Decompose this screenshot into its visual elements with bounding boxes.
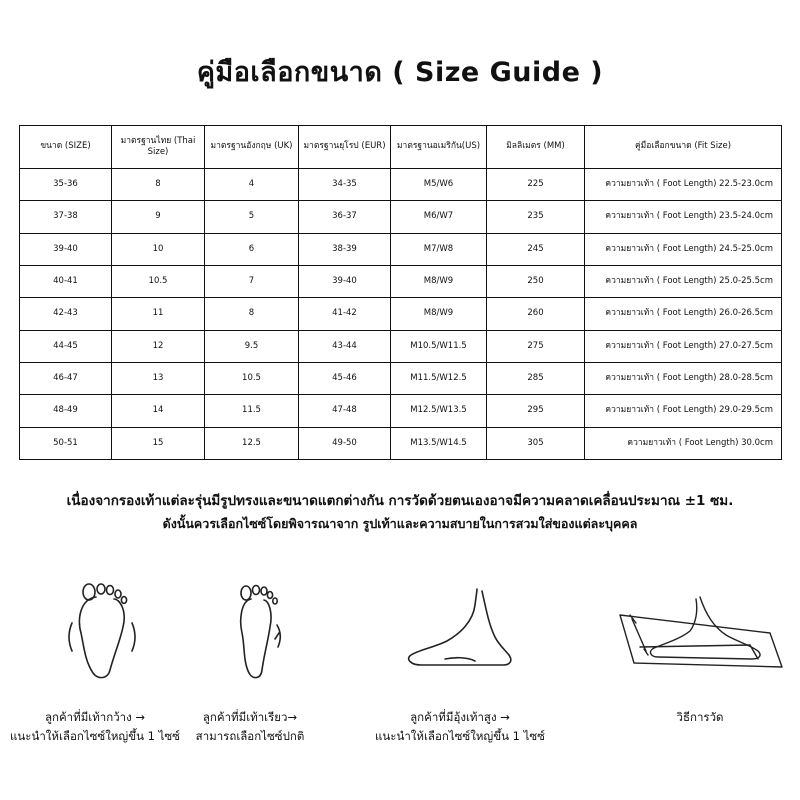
cell-eur: 38-39 [299, 233, 391, 265]
cell-fit: ความยาวเท้า ( Foot Length) 30.0cm [585, 427, 782, 459]
cell-mm: 225 [487, 169, 585, 201]
selection-note: ดังนั้นควรเลือกไซซ์โดยพิจารณาจาก รูปเท้าและความสบายในการสวมใส่ของแต่ละบุคคล [162, 516, 638, 531]
cell-thai: 15 [112, 427, 205, 459]
cell-mm: 305 [487, 427, 585, 459]
cell-us: M8/W9 [391, 265, 487, 297]
cell-mm: 235 [487, 201, 585, 233]
cell-fit: ความยาวเท้า ( Foot Length) 25.0-25.5cm [585, 265, 782, 297]
table-row [20, 298, 782, 330]
cell-fit: ความยาวเท้า ( Foot Length) 29.0-29.5cm [585, 395, 782, 427]
cell-mm: 250 [487, 265, 585, 297]
cell-size: 40-41 [20, 265, 112, 297]
cell-mm: 245 [487, 233, 585, 265]
cell-fit: ความยาวเท้า ( Foot Length) 23.5-24.0cm [585, 201, 782, 233]
header-thai-size: มาตรฐานไทย (Thai Size) [112, 126, 205, 169]
cell-us: M6/W7 [391, 201, 487, 233]
narrow-foot-caption-line2: สามารถเลือกไซซ์ปกติ [195, 729, 305, 743]
cell-fit: ความยาวเท้า ( Foot Length) 26.0-26.5cm [585, 298, 782, 330]
cell-eur: 49-50 [299, 427, 391, 459]
cell-thai: 10 [112, 233, 205, 265]
narrow-foot-caption [155, 708, 345, 746]
table-row [20, 395, 782, 427]
measurement-note: เนื่องจากรองเท้าแต่ละรุ่นมีรูปทรงและขนาดแตกต่างกัน การวัดด้วยตนเองอาจมีความคลาดเคลื่อนประมาณ ±1 ซม. [66, 493, 734, 509]
cell-us: M5/W6 [391, 169, 487, 201]
cell-size: 37-38 [20, 201, 112, 233]
table-row [20, 362, 782, 394]
cell-eur: 47-48 [299, 395, 391, 427]
cell-uk: 8 [205, 298, 299, 330]
cell-size: 44-45 [20, 330, 112, 362]
cell-thai: 13 [112, 362, 205, 394]
cell-uk: 11.5 [205, 395, 299, 427]
cell-mm: 285 [487, 362, 585, 394]
narrow-foot-icon [185, 575, 315, 685]
cell-size: 39-40 [20, 233, 112, 265]
cell-us: M13.5/W14.5 [391, 427, 487, 459]
cell-fit: ความยาวเท้า ( Foot Length) 24.5-25.0cm [585, 233, 782, 265]
high-instep-foot-icon [385, 575, 535, 685]
cell-eur: 34-35 [299, 169, 391, 201]
measure-caption [605, 708, 795, 727]
wide-foot-caption-line1: ลูกค้าที่มีเท้ากว้าง → [44, 710, 146, 724]
high-instep-caption-line1: ลูกค้าที่มีอุ้งเท้าสูง → [410, 710, 510, 724]
cell-us: M7/W8 [391, 233, 487, 265]
high-instep-caption [365, 708, 555, 746]
cell-us: M10.5/W11.5 [391, 330, 487, 362]
cell-uk: 10.5 [205, 362, 299, 394]
cell-us: M8/W9 [391, 298, 487, 330]
cell-thai: 8 [112, 169, 205, 201]
page-title: คู่มือเลือกขนาด ( Size Guide ) [196, 57, 604, 88]
header-uk: มาตรฐานอังกฤษ (UK) [205, 126, 299, 169]
header-eur: มาตรฐานยุโรป (EUR) [299, 126, 391, 169]
table-row [20, 330, 782, 362]
cell-us: M12.5/W13.5 [391, 395, 487, 427]
cell-size: 50-51 [20, 427, 112, 459]
cell-fit: ความยาวเท้า ( Foot Length) 22.5-23.0cm [585, 169, 782, 201]
cell-eur: 45-46 [299, 362, 391, 394]
table-row [20, 265, 782, 297]
cell-thai: 12 [112, 330, 205, 362]
size-chart-table [19, 125, 782, 460]
high-instep-foot-tip [365, 575, 555, 743]
table-row [20, 427, 782, 459]
cell-uk: 9.5 [205, 330, 299, 362]
cell-eur: 43-44 [299, 330, 391, 362]
cell-thai: 10.5 [112, 265, 205, 297]
cell-eur: 39-40 [299, 265, 391, 297]
narrow-foot-caption-line1: ลูกค้าที่มีเท้าเรียว→ [202, 710, 298, 724]
cell-fit: ความยาวเท้า ( Foot Length) 27.0-27.5cm [585, 330, 782, 362]
wide-foot-caption-line2: แนะนำให้เลือกไซซ์ใหญ่ขึ้น 1 ไซซ์ [10, 729, 180, 743]
table-row [20, 201, 782, 233]
cell-uk: 4 [205, 169, 299, 201]
table-header-row [20, 126, 782, 169]
cell-thai: 11 [112, 298, 205, 330]
cell-size: 35-36 [20, 169, 112, 201]
wide-foot-icon [30, 575, 160, 685]
cell-mm: 275 [487, 330, 585, 362]
header-mm: มิลลิเมตร (MM) [487, 126, 585, 169]
cell-mm: 260 [487, 298, 585, 330]
cell-size: 48-49 [20, 395, 112, 427]
measure-foot-tip [605, 575, 795, 724]
cell-fit: ความยาวเท้า ( Foot Length) 28.0-28.5cm [585, 362, 782, 394]
table-row [20, 233, 782, 265]
narrow-foot-tip [155, 575, 345, 743]
measure-caption-line1: วิธีการวัด [676, 710, 724, 724]
header-size: ขนาด (SIZE) [20, 126, 112, 169]
cell-eur: 41-42 [299, 298, 391, 330]
measure-foot-icon [610, 575, 790, 685]
table-row [20, 169, 782, 201]
cell-uk: 5 [205, 201, 299, 233]
cell-eur: 36-37 [299, 201, 391, 233]
cell-thai: 9 [112, 201, 205, 233]
cell-size: 46-47 [20, 362, 112, 394]
cell-uk: 12.5 [205, 427, 299, 459]
cell-us: M11.5/W12.5 [391, 362, 487, 394]
cell-uk: 7 [205, 265, 299, 297]
header-us: มาตรฐานอเมริกัน(US) [391, 126, 487, 169]
cell-thai: 14 [112, 395, 205, 427]
cell-uk: 6 [205, 233, 299, 265]
high-instep-caption-line2: แนะนำให้เลือกไซซ์ใหญ่ขึ้น 1 ไซซ์ [375, 729, 545, 743]
header-fit-size: คู่มือเลือกขนาด (Fit Size) [585, 126, 782, 169]
cell-mm: 295 [487, 395, 585, 427]
cell-size: 42-43 [20, 298, 112, 330]
